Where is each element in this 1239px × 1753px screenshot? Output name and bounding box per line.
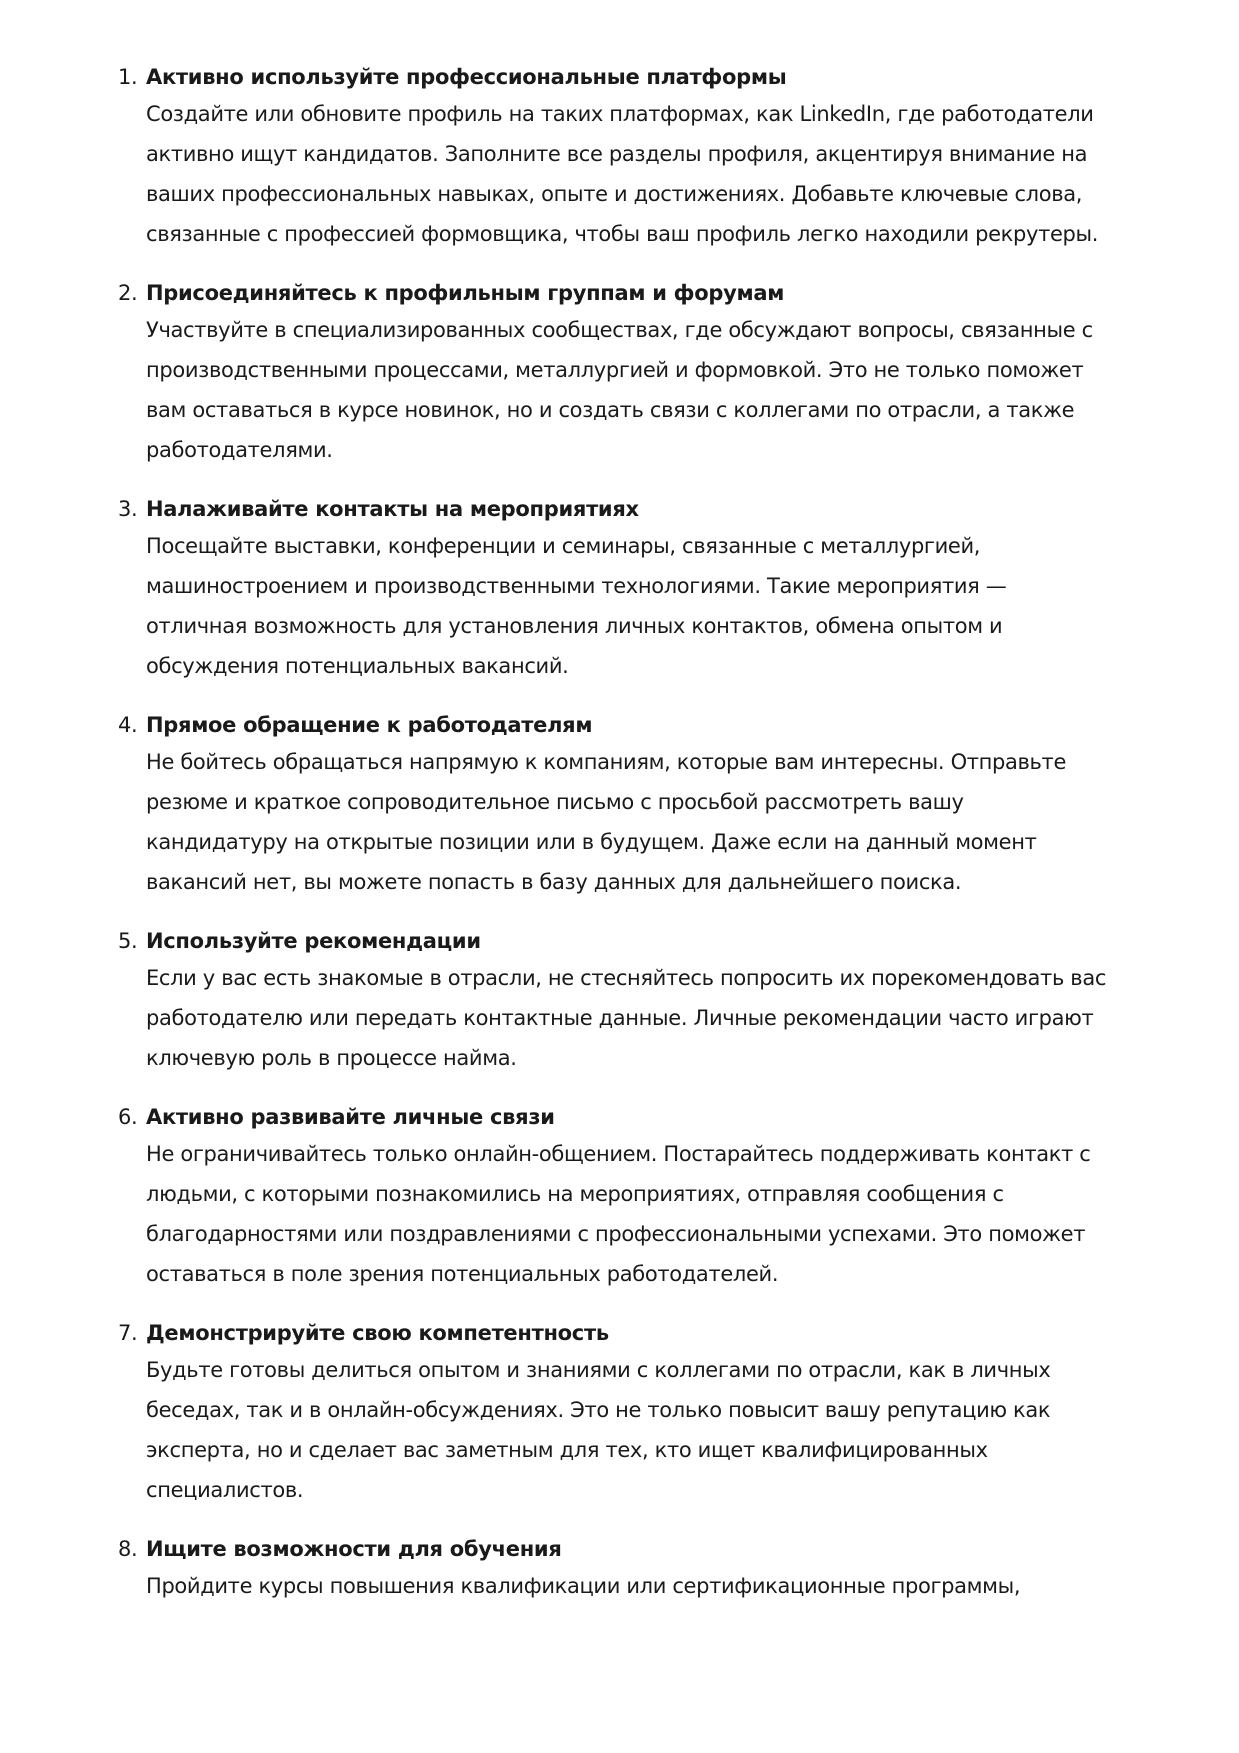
item-body <box>146 1350 1178 1510</box>
item-body <box>146 526 1178 686</box>
item-content <box>146 280 1178 470</box>
item-body <box>146 958 1178 1078</box>
item-title: Налаживайте контакты на мероприятиях <box>146 497 639 521</box>
item-title: Прямое обращение к работодателям <box>146 713 593 737</box>
body-line: кандидатуру на открытые позиции или в будущем. Даже если на данный момент <box>146 830 1037 854</box>
item-number: 6. <box>118 1105 138 1129</box>
body-line: Будьте готовы делиться опытом и знаниями с коллегами по отрасли, как в личных <box>146 1358 1051 1382</box>
item-content <box>146 496 1178 686</box>
item-title: Демонстрируйте свою компетентность <box>146 1321 609 1345</box>
body-line: Участвуйте в специализированных сообществах, где обсуждают вопросы, связанные с <box>146 318 1093 342</box>
list-item <box>118 1536 1178 1606</box>
item-number: 7. <box>118 1321 138 1345</box>
body-line: беседах, так и в онлайн-обсуждениях. Это не только повысит вашу репутацию как <box>146 1398 1051 1422</box>
advice-list <box>118 64 1178 1632</box>
item-title: Ищите возможности для обучения <box>146 1537 562 1561</box>
body-line: работодателю или передать контактные данные. Личные рекомендации часто играют <box>146 1006 1094 1030</box>
item-content <box>146 1104 1178 1294</box>
body-line: вакансий нет, вы можете попасть в базу данных для дальнейшего поиска. <box>146 870 962 894</box>
item-content <box>146 1536 1178 1606</box>
body-line: Создайте или обновите профиль на таких платформах, как LinkedIn, где работодатели <box>146 102 1094 126</box>
item-title: Используйте рекомендации <box>146 929 481 953</box>
body-line: ваших профессиональных навыках, опыте и достижениях. Добавьте ключевые слова, <box>146 182 1083 206</box>
list-item <box>118 712 1178 902</box>
body-line: Не ограничивайтесь только онлайн-общением. Постарайтесь поддерживать контакт с <box>146 1142 1091 1166</box>
item-content <box>146 712 1178 902</box>
body-line: эксперта, но и сделает вас заметным для тех, кто ищет квалифицированных <box>146 1438 988 1462</box>
body-line: ключевую роль в процессе найма. <box>146 1046 517 1070</box>
item-content <box>146 64 1178 254</box>
body-line: людьми, с которыми познакомились на мероприятиях, отправляя сообщения с <box>146 1182 1004 1206</box>
item-number: 2. <box>118 281 138 305</box>
list-item <box>118 64 1178 254</box>
item-body <box>146 742 1178 902</box>
body-line: отличная возможность для установления личных контактов, обмена опытом и <box>146 614 1003 638</box>
item-number: 1. <box>118 65 138 89</box>
item-content <box>146 1320 1178 1510</box>
body-line: резюме и краткое сопроводительное письмо с просьбой рассмотреть вашу <box>146 790 964 814</box>
list-item <box>118 280 1178 470</box>
list-item <box>118 928 1178 1078</box>
item-number: 3. <box>118 497 138 521</box>
item-number: 4. <box>118 713 138 737</box>
body-line: Посещайте выставки, конференции и семинары, связанные с металлургией, <box>146 534 981 558</box>
item-number: 8. <box>118 1537 138 1561</box>
body-line: активно ищут кандидатов. Заполните все разделы профиля, акцентируя внимание на <box>146 142 1088 166</box>
body-line: Не бойтесь обращаться напрямую к компаниям, которые вам интересны. Отправьте <box>146 750 1067 774</box>
body-line: машиностроением и производственными технологиями. Такие мероприятия — <box>146 574 1007 598</box>
item-title: Активно используйте профессиональные платформы <box>146 65 787 89</box>
item-title: Активно развивайте личные связи <box>146 1105 555 1129</box>
body-line: работодателями. <box>146 438 333 462</box>
body-line: оставаться в поле зрения потенциальных работодателей. <box>146 1262 779 1286</box>
item-title: Присоединяйтесь к профильным группам и форумам <box>146 281 785 305</box>
body-line: Если у вас есть знакомые в отрасли, не стесняйтесь попросить их порекомендовать вас <box>146 966 1107 990</box>
body-line: обсуждения потенциальных вакансий. <box>146 654 569 678</box>
body-line: специалистов. <box>146 1478 304 1502</box>
item-content <box>146 928 1178 1078</box>
body-line: вам оставаться в курсе новинок, но и создать связи с коллегами по отрасли, а также <box>146 398 1075 422</box>
list-item <box>118 1104 1178 1294</box>
body-line: производственными процессами, металлургией и формовкой. Это не только поможет <box>146 358 1084 382</box>
item-body <box>146 94 1178 254</box>
list-item <box>118 1320 1178 1510</box>
item-body <box>146 1134 1178 1294</box>
item-body <box>146 1566 1178 1606</box>
list-item <box>118 496 1178 686</box>
item-number: 5. <box>118 929 138 953</box>
item-body <box>146 310 1178 470</box>
body-line: связанные с профессией формовщика, чтобы ваш профиль легко находили рекрутеры. <box>146 222 1099 246</box>
body-line: благодарностями или поздравлениями с профессиональными успехами. Это поможет <box>146 1222 1086 1246</box>
body-line: Пройдите курсы повышения квалификации или сертификационные программы, <box>146 1574 1021 1598</box>
